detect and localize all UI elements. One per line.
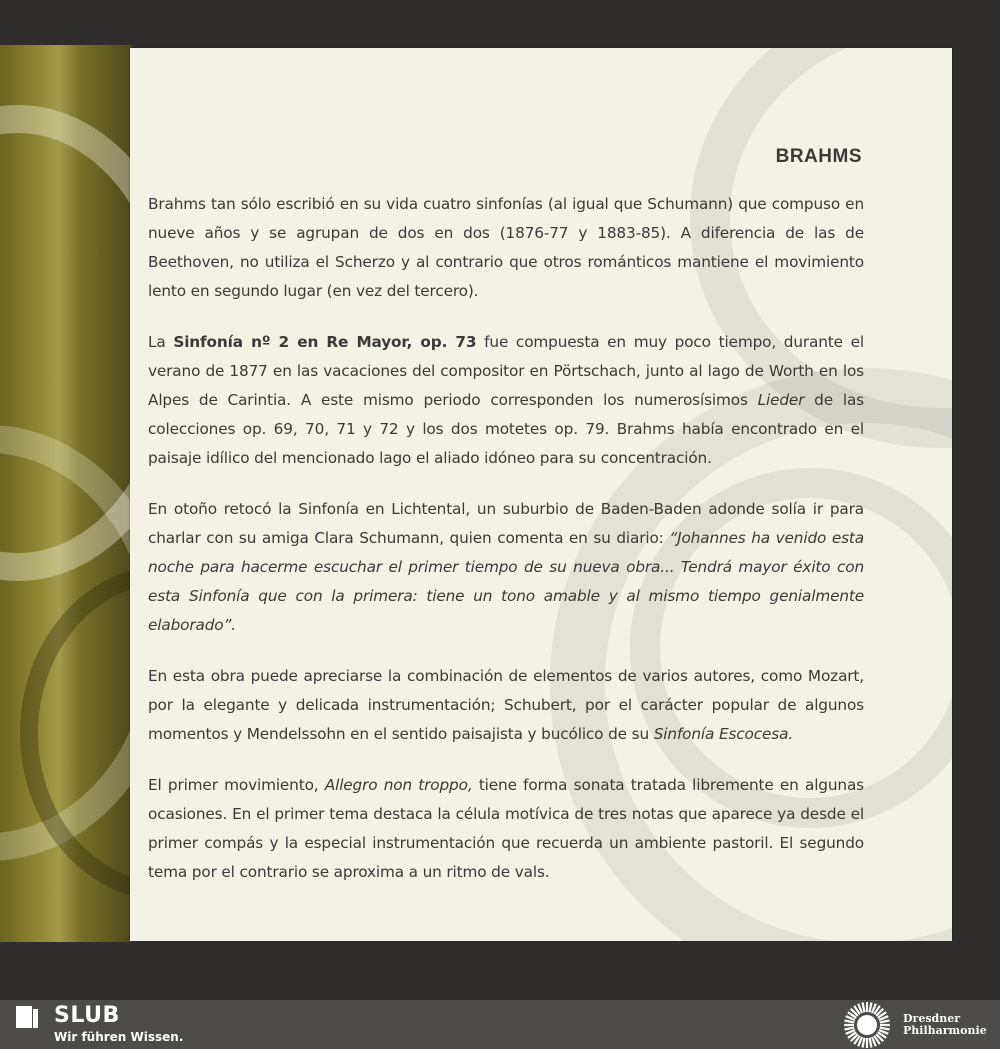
sunburst-ray [880, 1028, 890, 1030]
left-cover-panel [0, 45, 132, 942]
sunburst-ray [880, 1021, 890, 1023]
slub-tagline: Wir führen Wissen. [54, 1030, 184, 1044]
sunburst-ray [870, 1038, 872, 1048]
bold-text: Sinfonía nº 2 en Re Mayor, op. 73 [173, 333, 477, 351]
sunburst-ray [863, 1002, 865, 1012]
italic-text: Lieder [757, 391, 805, 409]
footer-bar [0, 1000, 1000, 1049]
philharmonie-name [903, 1013, 987, 1037]
italic-text: Sinfonía Escocesa. [653, 725, 794, 743]
slub-name: SLUB [54, 1003, 120, 1028]
philharmonie-line-1: Dresdner [903, 1012, 961, 1025]
text-run: fue compuesta en muy poco tiempo, durante el verano de 1877 en las vacaciones del compositor en Pörtschach, junto al lago de Worth en los Alpes de Carintia. A este mismo periodo corresponden los numerosísimos [148, 333, 865, 409]
text-run: En esta obra puede apreciarse la combinación de elementos de varios autores, como Mozart, por la elegante y delicada instrumentación; Schubert, por el carácter popular de algunos momentos y Mendelssohn en el sentido paisajista y bucólico de su [148, 667, 864, 743]
text-run: La [148, 333, 174, 351]
booklet-page [130, 48, 952, 941]
italic-text: Allegro non troppo, [324, 776, 473, 794]
philharmonie-line-2: Philharmonie [903, 1024, 987, 1037]
sunburst-ray [863, 1038, 865, 1048]
paragraph [148, 662, 864, 749]
text-run: de las colecciones op. 69, 70, 71 y 72 y los dos motetes op. 79. Brahms había encontrado en el paisaje idílico del mencionado lago el aliado idóneo para su concentración. [148, 391, 864, 467]
text-run: En otoño retocó la Sinfonía en Lichtental, un suburbio de Baden-Baden adonde solía ir para charlar con su amiga Clara Schumann, quien comenta en su diario: [148, 500, 864, 547]
paragraph [148, 328, 864, 473]
text-run: tiene forma sonata tratada libremente en algunas ocasiones. En el primer tema destaca la célula motívica de tres notas que aparece ya desde el primer compás y la especial instrumentación que recuerda un ambiente pastoril. El segundo tema por el contrario se aproxima a un ritmo de vals. [148, 776, 864, 881]
sunburst-logo-icon [843, 1001, 891, 1049]
paragraph [148, 190, 864, 306]
paragraph [148, 495, 864, 640]
page-heading: BRAHMS [775, 146, 862, 167]
sunburst-ray [870, 1002, 872, 1012]
text-run: El primer movimiento, [148, 776, 325, 794]
sunburst-ray [844, 1028, 854, 1030]
paragraph [148, 771, 864, 887]
book-icon [14, 1004, 40, 1030]
sunburst-center [857, 1015, 877, 1035]
italic-text: “Johannes ha venido esta noche para hacerme escuchar el primer tiempo de su nueva obra... Tendrá mayor éxito con esta Sinfonía que con la primera: tiene un tono amable y al mismo tiempo genialmente elaborado”. [148, 529, 865, 634]
sunburst-ray [844, 1021, 854, 1023]
article-body [148, 190, 864, 909]
text-run: Brahms tan sólo escribió en su vida cuatro sinfonías (al igual que Schumann) que compuso en nueve años y se agrupan de dos en dos (1876-77 y 1883-85). A diferencia de las de Beethoven, no utiliza el Scherzo y al contrario que otros románticos mantiene el movimiento lento en segundo lugar (en vez del tercero). [148, 195, 864, 300]
